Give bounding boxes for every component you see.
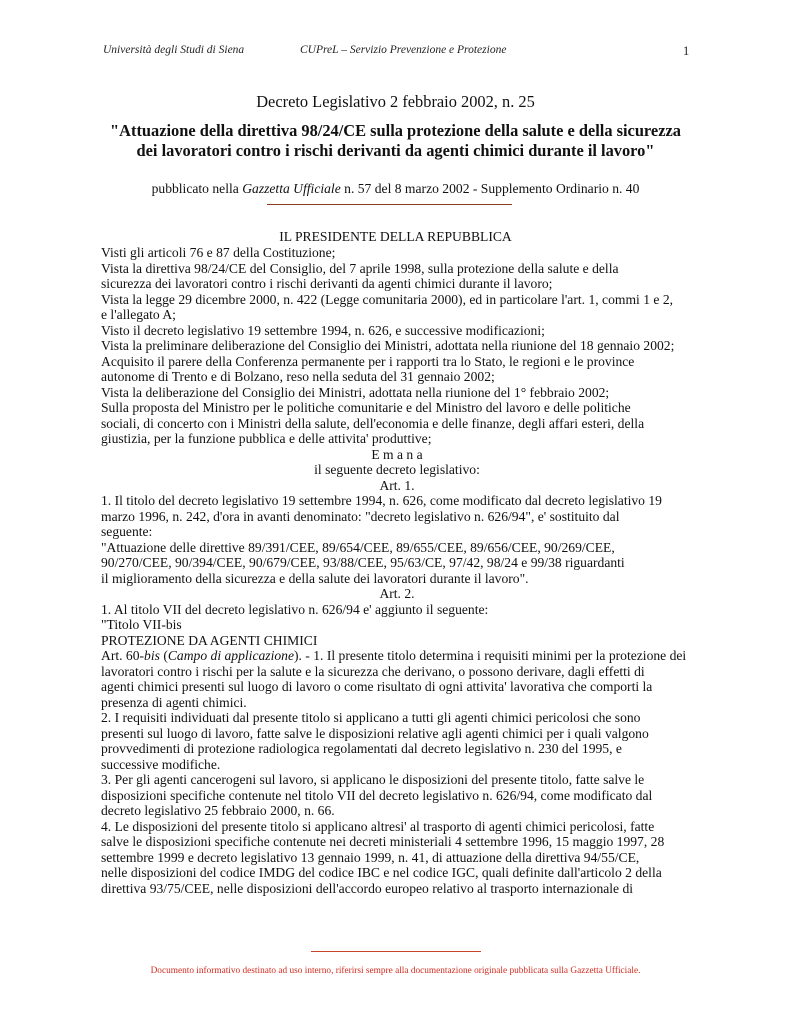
preamble-line: Vista la deliberazione del Consiglio dei Ministri, adottata nella riunione del 1° febbraio 2002; xyxy=(101,384,610,400)
article-2-line: 1. Al titolo VII del decreto legislativo n. 626/94 e' aggiunto il seguente: xyxy=(101,601,489,617)
art60-open: ( xyxy=(159,648,168,663)
preamble-line: autonome di Trento e di Bolzano, reso nella seduta del 31 gennaio 2002; xyxy=(101,369,495,384)
article-2-line: "Titolo VII-bis xyxy=(101,617,182,632)
art60-prefix: Art. 60- xyxy=(101,648,145,663)
president-heading: IL PRESIDENTE DELLA REPUBBLICA xyxy=(279,229,512,244)
header-university: Università degli Studi di Siena xyxy=(103,44,245,56)
article-2-heading: Art. 2. xyxy=(379,586,415,601)
article-1-line: 90/270/CEE, 90/394/CEE, 90/679/CEE, 93/88/CEE, 95/63/CE, 97/42, 98/24 e 99/38 riguardanti xyxy=(101,555,625,570)
decree-subject-line-2: dei lavoratori contro i rischi derivanti da agenti chimici durante il lavoro" xyxy=(136,141,655,160)
preamble-line: sicurezza dei lavoratori contro i rischi derivanti da agenti chimici durante il lavoro; xyxy=(101,276,553,291)
article-60-line: decreto legislativo 25 febbraio 2000, n. 66. xyxy=(101,803,335,818)
preamble-line: Vista la direttiva 98/24/CE del Consiglio, del 7 aprile 1998, sulla protezione della salute e della xyxy=(101,260,619,276)
decree-subject xyxy=(100,121,691,161)
preamble-line: Visto il decreto legislativo 19 settembre 1994, n. 626, e successive modificazioni; xyxy=(101,322,545,338)
article-60-line: disposizioni specifiche contenute nel titolo VII del decreto legislativo n. 626/94, come modificato dal xyxy=(101,787,653,803)
gazette-name: Gazzetta Ufficiale xyxy=(242,181,341,196)
article-60-line: provvedimenti di protezione radiologica regolamentati dal decreto legislativo n. 230 del 1995, e xyxy=(101,741,622,756)
emana-heading: E m a n a xyxy=(371,446,423,462)
preamble-line: e l'allegato A; xyxy=(101,307,176,322)
preamble-line: Sulla proposta del Ministro per le politiche comunitarie e del Ministro del lavoro e delle politiche xyxy=(101,400,631,415)
art60-bis: bis xyxy=(144,648,160,663)
article-60-line: 3. Per gli agenti cancerogeni sul lavoro, si applicano le disposizioni del presente titolo, fatte salve le xyxy=(101,772,645,787)
article-1-line: il miglioramento della sicurezza e della salute dei lavoratori durante il lavoro". xyxy=(101,570,529,586)
preamble-line: Visti gli articoli 76 e 87 della Costituzione; xyxy=(101,245,336,260)
article-1-line: seguente: xyxy=(101,524,153,539)
preamble-line: sociali, di concerto con i Ministri della salute, dell'economia e delle finanze, degli affari esteri, della xyxy=(101,415,645,431)
section-title: PROTEZIONE DA AGENTI CHIMICI xyxy=(101,632,318,648)
article-60-line: 2. I requisiti individuati dal presente titolo si applicano a tutti gli agenti chimici pericolosi che sono xyxy=(101,710,641,725)
article-1-line: "Attuazione delle direttive 89/391/CEE, 89/654/CEE, 89/655/CEE, 89/656/CEE, 90/269/CEE, xyxy=(101,539,615,555)
publication-note xyxy=(0,181,791,197)
footer-disclaimer: Documento informativo destinato ad uso interno, riferirsi sempre alla documentazione originale pubblicata sulla Gazzetta Ufficiale. xyxy=(150,966,641,976)
article-60-line: agenti chimici presenti sul luogo di lavoro o come risultato di ogni attivita' lavorativa che comporti la xyxy=(101,679,653,694)
article-60-bis-heading xyxy=(101,648,693,664)
article-1-line: 1. Il titolo del decreto legislativo 19 settembre 1994, n. 626, come modificato dal decreto legislativo 19 xyxy=(101,493,662,508)
page-number: 1 xyxy=(683,44,690,58)
art60-campo: Campo di applicazione xyxy=(167,648,294,663)
article-60-line: settembre 1999 e decreto legislativo 13 gennaio 1999, n. 41, di attuazione della direttiva 94/55/CE, xyxy=(101,849,640,865)
decree-subject-line-1: "Attuazione della direttiva 98/24/CE sulla protezione della salute e della sicurezza xyxy=(110,121,681,140)
article-1-heading: Art. 1. xyxy=(379,477,415,493)
art60-close: ). - 1. Il presente titolo determina i requisiti minimi per la protezione dei xyxy=(293,648,687,663)
header-service: CUPreL – Servizio Prevenzione e Protezione xyxy=(300,44,507,56)
footer-divider xyxy=(311,951,481,952)
article-60-line: nelle disposizioni del codice IMDG del codice IBC e nel codice IGC, quali definite dall'articolo 2 della xyxy=(101,865,662,880)
preamble-line: Acquisito il parere della Conferenza permanente per i rapporti tra lo Stato, le regioni e le province xyxy=(101,353,635,369)
article-60-line: presenza di agenti chimici. xyxy=(101,694,247,710)
article-60-line: successive modifiche. xyxy=(101,756,221,772)
article-60-line: 4. Le disposizioni del presente titolo si applicano altresi' al trasporto di agenti chimici pericolosi, fatte xyxy=(101,818,655,834)
article-60-line: direttiva 93/75/CEE, nelle disposizioni dell'accordo europeo relativo al trasporto internazionale di xyxy=(101,880,634,896)
preamble-line: giustizia, per la funzione pubblica e delle attivita' produttive; xyxy=(101,431,432,446)
emana-subheading: il seguente decreto legislativo: xyxy=(314,462,480,477)
publication-prefix: pubblicato nella xyxy=(151,181,243,196)
preamble-line: Vista la preliminare deliberazione del Consiglio dei Ministri, adottata nella riunione del 18 gennaio 2002; xyxy=(101,338,675,353)
decree-body xyxy=(101,245,693,896)
article-60-line: lavoratori contro i rischi per la salute e la sicurezza che derivano, o possono derivare, dagli effetti di xyxy=(101,663,645,679)
article-60-line: presenti sul luogo di lavoro, fatte salve le disposizioni relative agli agenti chimici per i quali valgono xyxy=(101,725,649,741)
publication-divider xyxy=(267,204,512,205)
article-60-line: salve le disposizioni specifiche contenute nei decreti ministeriali 4 settembre 1996, 15 maggio 1997, 28 xyxy=(101,834,665,849)
decree-title: Decreto Legislativo 2 febbraio 2002, n. 25 xyxy=(256,92,535,111)
article-1-line: marzo 1996, n. 242, d'ora in avanti denominato: "decreto legislativo n. 626/94", e' sostituito dal xyxy=(101,508,620,524)
preamble-line: Vista la legge 29 dicembre 2000, n. 422 (Legge comunitaria 2000), ed in particolare l'art. 1, commi 1 e 2, xyxy=(101,291,674,307)
publication-suffix: n. 57 del 8 marzo 2002 - Supplemento Ordinario n. 40 xyxy=(340,181,640,196)
